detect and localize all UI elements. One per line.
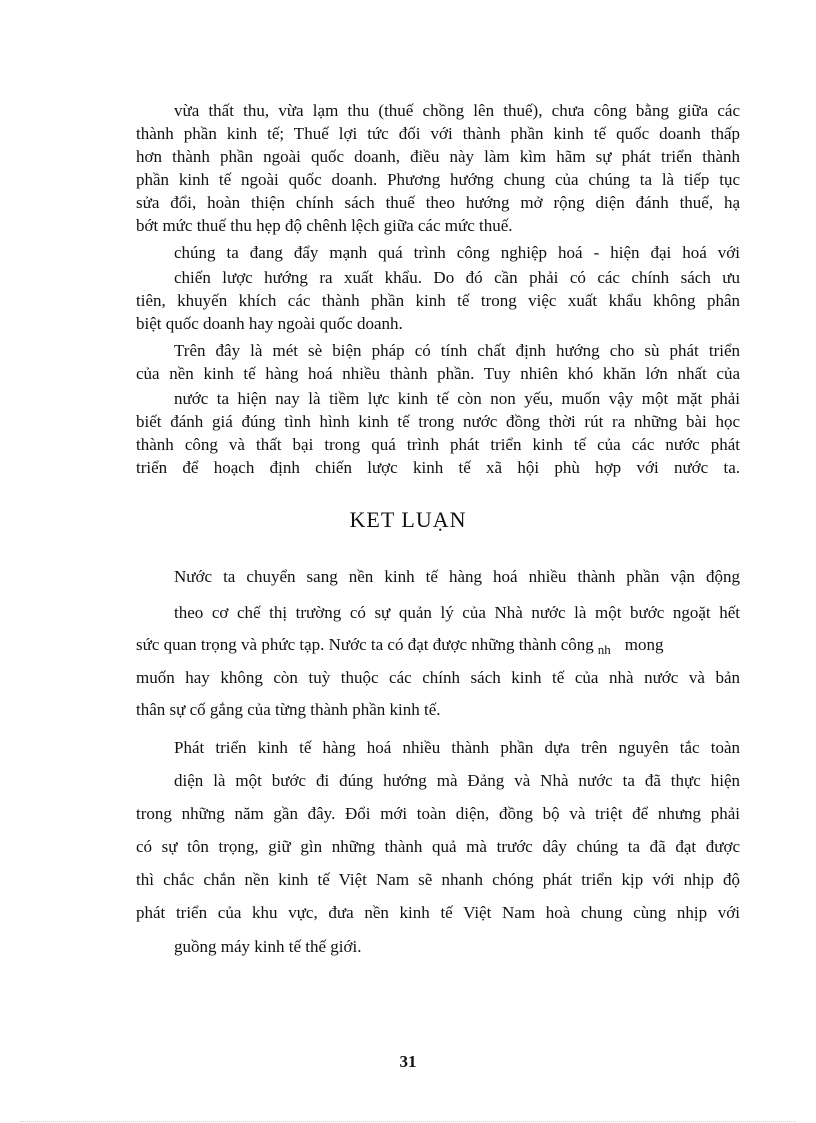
text-line: Nước ta chuyển sang nền kinh tế hàng hoá nhiều thành phần vận động: [174, 567, 740, 586]
text-line: thì chắc chắn nền kinh tế Việt Nam sẽ nhanh chóng phát triển kịp với nhịp độ: [136, 870, 740, 889]
text-line: chúng ta đang đẩy mạnh quá trình công nghiệp hoá - hiện đại hoá với: [174, 243, 740, 262]
text-fragment: mong: [624, 635, 664, 654]
text-line: trong những năm gần đây. Đổi mới toàn diện, đồng bộ và triệt để nhưng phải: [136, 804, 740, 823]
text-line: Phát triển kinh tế hàng hoá nhiều thành phần dựa trên nguyên tắc toàn: [174, 738, 740, 757]
text-line: nước ta hiện nay là tiềm lực kinh tế còn non yếu, muốn vậy một mặt phải: [174, 389, 740, 408]
text-fragment: sức quan trọng và phức tạp. Nước ta có đạt được những thành công: [136, 635, 594, 654]
text-line: chiến lược hướng ra xuất khẩu. Do đó cần phải có các chính sách ưu: [174, 268, 740, 287]
text-line: bớt mức thuế thu hẹp độ chênh lệch giữa các mức thuế.: [136, 216, 513, 235]
text-line: thành công và thất bại trong quá trình phát triển kinh tế của các nước phát: [136, 435, 740, 454]
text-line: có sự tôn trọng, giữ gìn những thành quả mà trước dây chúng ta đã đạt được: [136, 837, 740, 856]
text-line: theo cơ chế thị trường có sự quản lý của Nhà nước là một bước ngoặt hết: [174, 603, 740, 622]
subscript-fragment: nh: [597, 642, 611, 657]
text-line: Trên đây là mét sè biện pháp có tính chất định hướng cho sù phát triển: [174, 341, 740, 360]
text-line: biết đánh giá đúng tình hình kinh tế trong nước đồng thời rút ra những bài học: [136, 412, 740, 431]
text-line: phần kinh tế ngoài quốc doanh. Phương hướng chung của chúng ta là tiếp tục: [136, 170, 740, 189]
text-line: biệt quốc doanh hay ngoài quốc doanh.: [136, 314, 403, 333]
text-line: sửa đổi, hoàn thiện chính sách thuế theo hướng mở rộng diện đánh thuế, hạ: [136, 193, 740, 212]
text-line: diện là một bước đi đúng hướng mà Đảng và Nhà nước ta đã thực hiện: [174, 771, 740, 790]
page-bottom-rule: [20, 1121, 796, 1122]
text-line: triển để hoạch định chiến lược kinh tế xã hội phù hợp với nước ta.: [136, 458, 740, 477]
text-line: thân sự cố gắng của từng thành phần kinh tế.: [136, 700, 441, 719]
text-line: hơn thành phần ngoài quốc doanh, điều này làm kìm hãm sự phát triển thành: [136, 147, 740, 166]
section-heading: KET LUẠN: [349, 507, 467, 532]
text-line: [136, 635, 740, 656]
text-line: guồng máy kinh tế thế giới.: [174, 937, 362, 956]
text-line: vừa thất thu, vừa lạm thu (thuế chồng lên thuế), chưa công bằng giữa các: [174, 101, 740, 120]
text-line: tiên, khuyến khích các thành phần kinh tế trong việc xuất khẩu không phân: [136, 291, 740, 310]
page-number: 31: [399, 1052, 417, 1071]
text-line: của nền kinh tế hàng hoá nhiều thành phần. Tuy nhiên khó khăn lớn nhất của: [136, 364, 740, 383]
text-line: thành phần kinh tế; Thuế lợi tức đối với thành phần kinh tế quốc doanh thấp: [136, 124, 740, 143]
text-line: muốn hay không còn tuỳ thuộc các chính sách kinh tế của nhà nước và bản: [136, 668, 740, 687]
text-line: phát triển của khu vực, đưa nền kinh tế Việt Nam hoà chung cùng nhịp với: [136, 903, 740, 922]
